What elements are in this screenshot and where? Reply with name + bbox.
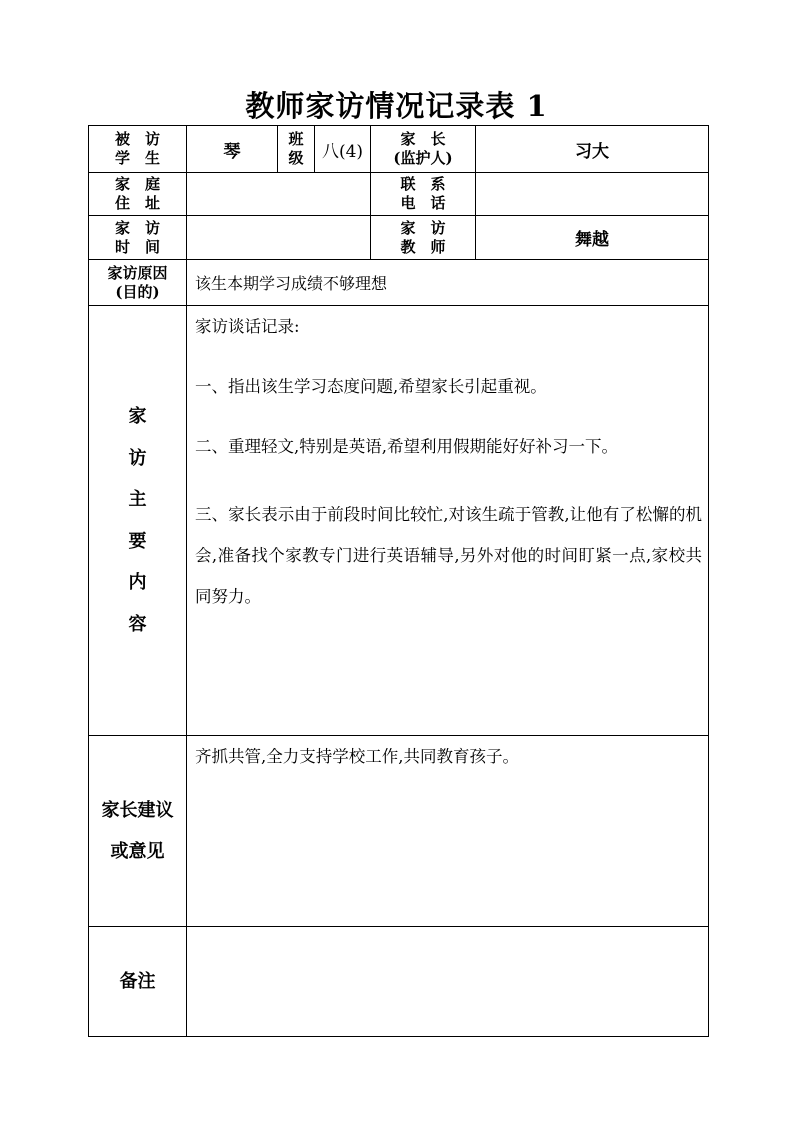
student-label-line2: 学 生 — [114, 149, 160, 167]
class-label-line1: 班 — [288, 130, 304, 148]
visit-time-row — [89, 216, 709, 260]
reason-label-line2: (目的) — [115, 282, 160, 301]
suggestion-label-cell — [89, 736, 187, 927]
remarks-value[interactable] — [187, 927, 709, 1037]
phone-value[interactable] — [476, 173, 709, 216]
conversation-heading: 家访谈话记录: — [195, 317, 300, 336]
teacher-label-line2: 教 师 — [400, 237, 446, 256]
class-label-cell — [278, 126, 315, 173]
phone-label-cell — [371, 173, 476, 216]
remarks-label: 备注 — [89, 927, 187, 1037]
main-label-char-1: 家 — [128, 406, 147, 427]
parent-label-line2: (监护人) — [393, 149, 453, 167]
suggestion-row — [89, 736, 709, 927]
suggestion-value[interactable]: 齐抓共管,全力支持学校工作,共同教育孩子。 — [187, 736, 709, 927]
teacher-label-line1: 家 访 — [400, 218, 446, 237]
parent-label-line1: 家 长 — [400, 130, 446, 148]
student-name-value[interactable]: 琴 — [187, 126, 278, 173]
address-value[interactable] — [187, 173, 371, 216]
teacher-label-cell — [371, 216, 476, 260]
main-label-char-5: 内 — [128, 572, 147, 593]
suggestion-label-line1: 家长建议 — [101, 800, 174, 821]
address-label-cell — [89, 173, 187, 216]
reason-value[interactable]: 该生本期学习成绩不够理想 — [187, 260, 709, 306]
visit-time-label-line2: 时 间 — [114, 237, 160, 256]
conversation-item-2: 二、重理轻文,特别是英语,希望利用假期能好好补习一下。 — [195, 437, 618, 456]
conversation-item-1: 一、指出该生学习态度问题,希望家长引起重视。 — [195, 377, 547, 396]
class-value[interactable]: 八(4) — [315, 126, 371, 173]
remarks-row — [89, 927, 709, 1037]
class-label-line2: 级 — [288, 149, 304, 167]
address-row — [89, 173, 709, 216]
visit-time-label-cell — [89, 216, 187, 260]
address-label-line1: 家 庭 — [114, 175, 160, 193]
reason-label-cell — [89, 260, 187, 306]
student-label-cell — [89, 126, 187, 173]
teacher-name-value[interactable]: 舞越 — [476, 216, 709, 260]
main-content-value[interactable] — [187, 306, 709, 736]
student-row — [89, 126, 709, 173]
visit-time-value[interactable] — [187, 216, 371, 260]
student-label-line1: 被 访 — [114, 130, 160, 148]
parent-label-cell — [371, 126, 476, 173]
phone-label-line1: 联 系 — [400, 175, 446, 193]
main-content-label-cell — [89, 306, 187, 736]
visit-record-table — [88, 125, 709, 1037]
phone-label-line2: 电 话 — [400, 194, 446, 212]
main-label-char-2: 访 — [128, 447, 147, 469]
conversation-item-3: 三、家长表示由于前段时间比较忙,对该生疏于管教,让他有了松懈的机会,准备找个家教专门进行英语辅导,另外对他的时间盯紧一点,家校共同努力。 — [195, 505, 702, 606]
reason-row — [89, 260, 709, 306]
main-label-char-3: 主 — [128, 489, 147, 510]
main-content-row — [89, 306, 709, 736]
suggestion-label-line2: 或意见 — [110, 841, 165, 862]
main-label-char-4: 要 — [128, 530, 147, 552]
visit-time-label-line1: 家 访 — [114, 218, 160, 237]
main-label-char-6: 容 — [128, 613, 147, 635]
address-label-line2: 住 址 — [114, 194, 160, 212]
page-title: 教师家访情况记录表 1 — [245, 89, 548, 123]
parent-name-value[interactable]: 习大 — [476, 126, 709, 173]
reason-label-line1: 家访原因 — [107, 263, 168, 282]
